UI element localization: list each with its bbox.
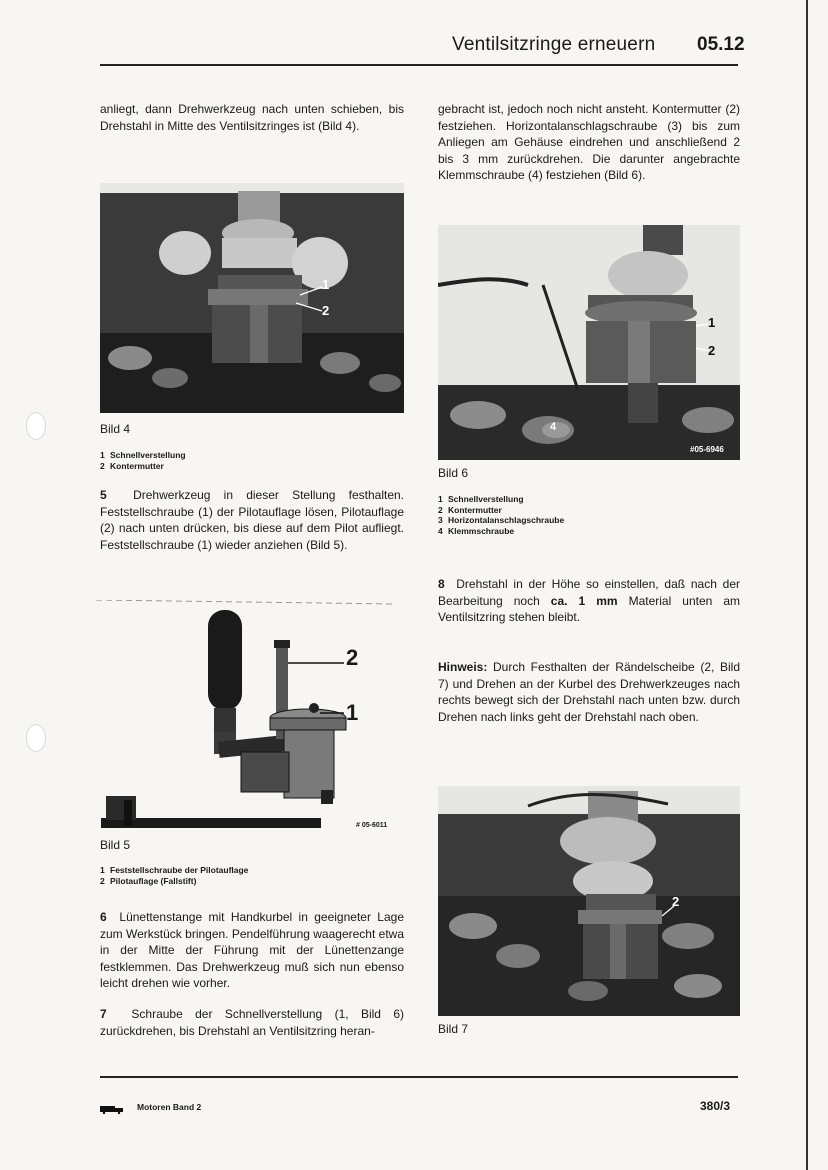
- footer-rule: [100, 1076, 738, 1078]
- legend-item: 1 Schnellverstellung: [438, 494, 524, 504]
- truck-icon: [100, 1101, 126, 1110]
- caption-bild-4: Bild 4: [100, 422, 131, 436]
- photo-bild-6: [438, 225, 740, 460]
- legend-item: 2 Kontermutter: [438, 504, 502, 515]
- header-rule: [100, 64, 738, 66]
- paragraph-step-5: 5 Drehwerkzeug in dieser Stellung festhalten. Feststellschraube (1) der Pilotauflage lösen, Pilotauflage (2) nach unten drücken, bis diese auf dem Pilot aufliegt. Feststellschraube (1) wieder anziehen (Bild 5).: [100, 488, 405, 552]
- legend-bild-4: [100, 450, 186, 471]
- paragraph-step-6: 6 Lünettenstange mit Handkurbel in geeigneter Lage zum Werkstück bringen. Pendelführung waagerecht etwa in der Mitte der Führung mit der Lünettenzange festklemmen. Das Drehwerkzeug muß sich nun ebenso leicht drehen wie vorher.: [100, 910, 404, 991]
- callout-2: 2: [708, 343, 716, 358]
- footer-text: Motoren Band 2: [137, 1102, 202, 1112]
- legend-item: 3 Horizontalanschlagschraube: [438, 515, 565, 525]
- drawing-bild-5: [96, 600, 406, 832]
- photo-bild-4: [100, 183, 404, 413]
- paragraph-intro: anliegt, dann Drehwerkzeug nach unten schieben, bis Drehstahl in Mitte des Ventilsitzringes ist (Bild 4).: [100, 102, 404, 133]
- callout-1: 1: [346, 700, 359, 725]
- paragraph-step-7: 7 Schraube der Schnellverstellung (1, Bild 6) zurückdrehen, bis Drehstahl an Ventilsitzring heran-: [100, 1007, 404, 1038]
- paragraph-continuation: gebracht ist, jedoch noch nicht ansteht. Kontermutter (2) festziehen. Horizontalanschlagschraube (3) bis zum Anliegen am Gehäuse eindrehen und anschließend 2 bis 3 mm zurückdrehen. Die darunter angebrachte Klemmschraube (4) festziehen (Bild 6).: [438, 102, 740, 183]
- legend-item: 1 Feststellschraube der Pilotauflage: [100, 865, 249, 875]
- caption-bild-7: Bild 7: [438, 1022, 469, 1036]
- legend-item: 2 Kontermutter: [100, 460, 164, 471]
- legend-item: 2 Pilotauflage (Fallstift): [100, 875, 197, 886]
- callout-2: 2: [346, 645, 359, 670]
- punch-hole: [26, 412, 46, 440]
- callout-1: 1: [708, 315, 716, 330]
- photo-bild-7: [438, 786, 740, 1016]
- legend-bild-6: [438, 494, 564, 536]
- caption-bild-5: Bild 5: [100, 838, 131, 852]
- caption-bild-6: Bild 6: [438, 466, 469, 480]
- punch-hole: [26, 724, 46, 752]
- legend-item: 4 Klemmschraube: [438, 525, 515, 536]
- callout-2: 2: [322, 303, 330, 318]
- callout-4: 4: [550, 421, 557, 433]
- page-title: Ventilsitzringe erneuern: [452, 34, 656, 55]
- paragraph-step-8: 8 Drehstahl in der Höhe so einstellen, daß nach der Bearbeitung noch ca. 1 mm Material unten am Ventilsitzring stehen bleibt.: [438, 577, 741, 625]
- paragraph-hinweis: Hinweis: Durch Festhalten der Rändelscheibe (2, Bild 7) und Drehen an der Kurbel des Drehwerkzeuges nach rechts bewegt sich der Drehstahl nach unten bzw. durch Drehen nach links geht der Drehstahl nach oben.: [438, 660, 740, 724]
- page-number: 380/3: [700, 1099, 731, 1113]
- page-edge-line: [806, 0, 808, 1170]
- callout-1: 1: [322, 277, 330, 292]
- figure-code: # 05-6011: [356, 822, 388, 829]
- figure-code: #05-6946: [690, 445, 724, 454]
- legend-item: 1 Schnellverstellung: [100, 450, 186, 460]
- section-number: 05.12: [697, 34, 745, 55]
- legend-bild-5: [100, 865, 248, 886]
- callout-2: 2: [672, 894, 680, 909]
